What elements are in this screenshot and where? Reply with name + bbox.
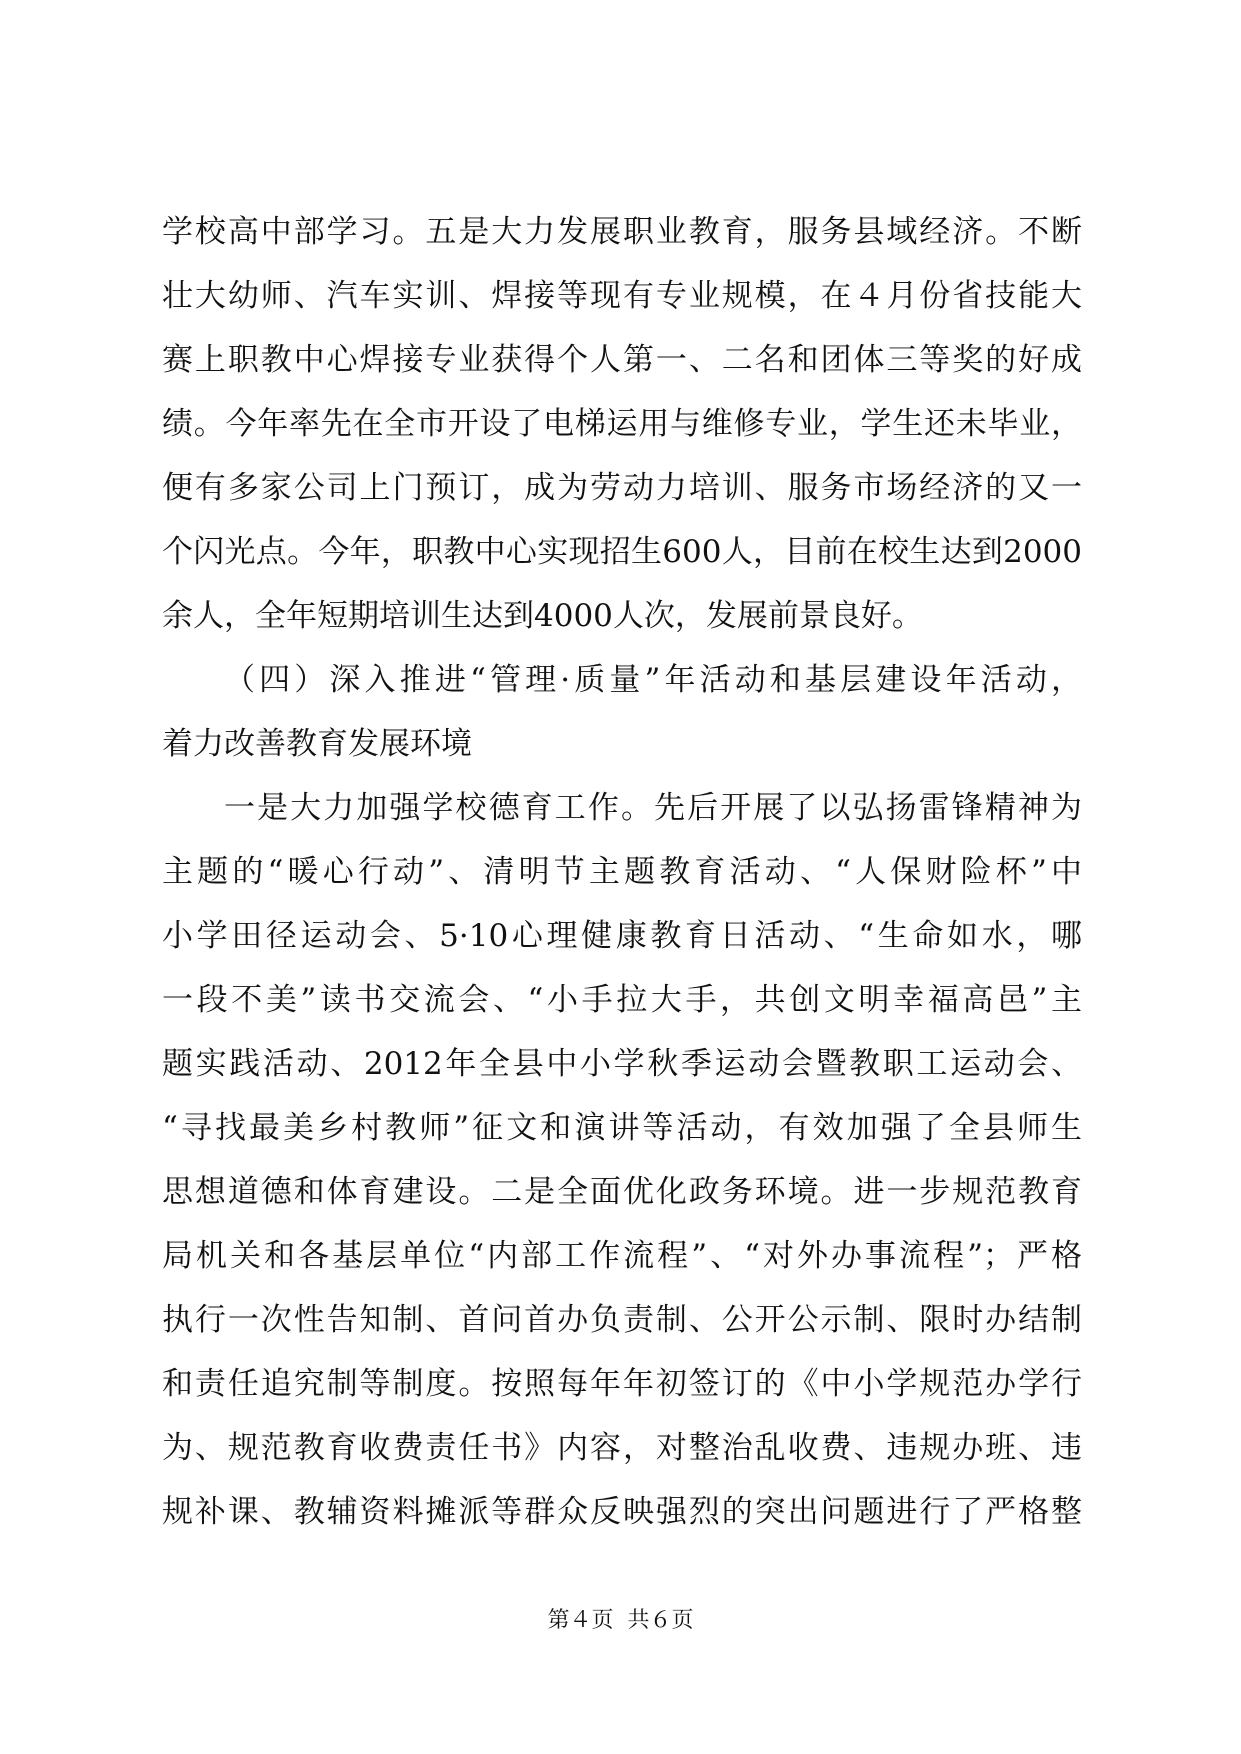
text-line: 学校高中部学习。五是大力发展职业教育，服务县域经济。不断 bbox=[162, 214, 1082, 250]
text-line: 题实践活动、2012年全县中小学秋季运动会暨教职工运动会、 bbox=[162, 1046, 1082, 1082]
text-line: 一是大力加强学校德育工作。先后开展了以弘扬雷锋精神为 bbox=[224, 790, 1082, 826]
section-heading-line: （四）深入推进“管理·质量”年活动和基层建设年活动， bbox=[224, 662, 1082, 698]
text-line: 主题的“暖心行动”、清明节主题教育活动、“人保财险杯”中 bbox=[162, 854, 1082, 890]
document-body bbox=[162, 200, 1082, 1544]
text-line: 和责任追究制等制度。按照每年年初签订的《中小学规范办学行 bbox=[162, 1366, 1082, 1402]
text-line: 为、规范教育收费责任书》内容，对整治乱收费、违规办班、违 bbox=[162, 1430, 1082, 1466]
text-line: 思想道德和体育建设。二是全面优化政务环境。进一步规范教育 bbox=[162, 1174, 1082, 1210]
text-line: 局机关和各基层单位“内部工作流程”、“对外办事流程”；严格 bbox=[162, 1238, 1082, 1274]
section-heading-line: 着力改善教育发展环境 bbox=[162, 726, 472, 762]
text-line: 赛上职教中心焊接专业获得个人第一、二名和团体三等奖的好成 bbox=[162, 342, 1082, 378]
text-line: 绩。今年率先在全市开设了电梯运用与维修专业，学生还未毕业， bbox=[162, 406, 1082, 442]
text-line: “寻找最美乡村教师”征文和演讲等活动，有效加强了全县师生 bbox=[162, 1110, 1082, 1146]
text-line: 个闪光点。今年，职教中心实现招生600人，目前在校生达到2000 bbox=[162, 534, 1082, 570]
text-line: 执行一次性告知制、首问首办负责制、公开公示制、限时办结制 bbox=[162, 1302, 1082, 1338]
page-number-footer: 第４页 共６页 bbox=[547, 1608, 694, 1633]
text-line: 壮大幼师、汽车实训、焊接等现有专业规模，在４月份省技能大 bbox=[162, 278, 1082, 314]
text-line: 规补课、教辅资料摊派等群众反映强烈的突出问题进行了严格整 bbox=[162, 1494, 1082, 1530]
text-line: 便有多家公司上门预订，成为劳动力培训、服务市场经济的又一 bbox=[162, 470, 1082, 506]
text-line: 一段不美”读书交流会、“小手拉大手，共创文明幸福高邑”主 bbox=[162, 982, 1082, 1018]
text-line: 余人，全年短期培训生达到4000人次，发展前景良好。 bbox=[162, 598, 923, 634]
text-line: 小学田径运动会、5·10心理健康教育日活动、“生命如水，哪 bbox=[162, 918, 1082, 954]
